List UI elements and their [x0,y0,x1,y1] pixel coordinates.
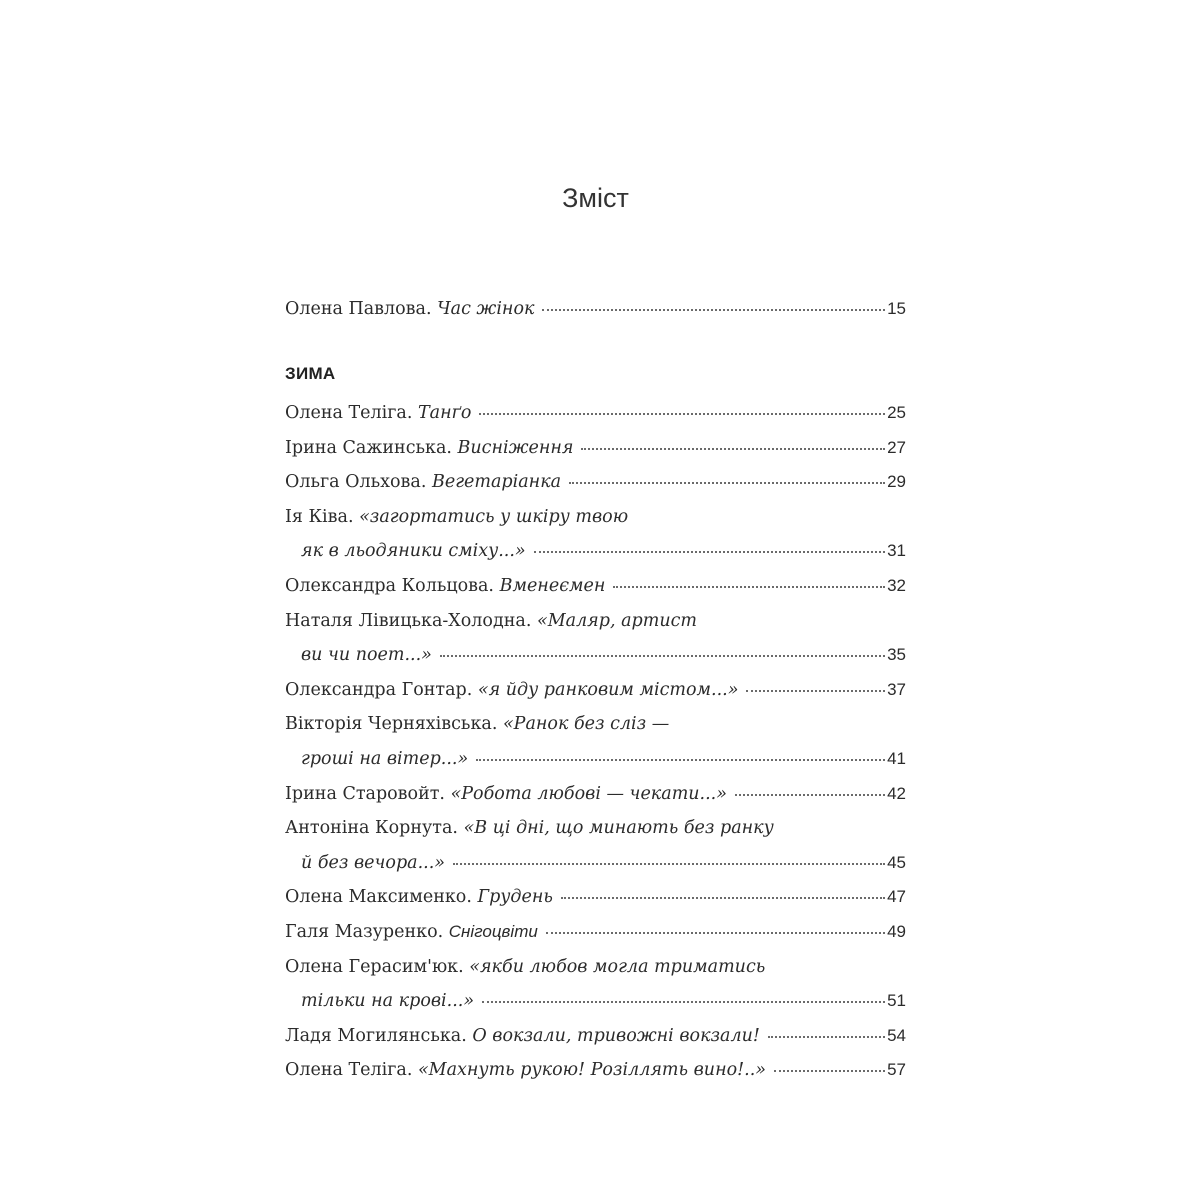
toc-work-title: «я йду ранковим містом...» [477,679,739,700]
section-heading: ЗИМА [285,364,336,383]
toc-author: Наталя Лівицька-Холодна. [285,610,532,631]
toc-author: Галя Мазуренко. [285,922,444,942]
dot-leader [746,690,885,692]
toc-entry-line [285,950,906,984]
dot-leader [613,586,885,588]
dot-leader [542,309,885,311]
toc-entry-continuation [285,846,906,880]
toc-work-title-continued: гроші на вітер...» [301,749,469,769]
toc-entry [285,777,906,811]
toc-work-title: Грудень [477,887,553,908]
toc-page-number: 29 [887,472,906,492]
toc-page-number: 49 [887,922,906,941]
toc-entry [285,673,906,707]
toc-page-number: 41 [887,749,906,768]
toc-work-title: Вегетаріанка [431,472,562,493]
toc-entry [285,431,906,465]
toc-page-number: 37 [887,679,906,699]
dot-leader [546,932,885,934]
toc-entry-line [285,604,906,638]
toc-work-title-continued: ви чи поет...» [301,645,432,666]
toc-author: Ладя Могилянська. [285,1025,467,1046]
toc-page-number: 32 [887,576,906,595]
toc-author: Олександра Кольцова. [285,576,494,596]
dot-leader [581,448,885,450]
dot-leader [735,794,885,796]
dot-leader [453,863,885,865]
toc-entry [285,1019,906,1053]
toc-work-title: «якби любов могла триматись [469,956,766,977]
toc-page-number: 35 [887,645,906,665]
toc-page-number: 31 [887,541,906,561]
toc-author: Ія Ківа. [285,506,354,527]
toc-entry [285,915,906,949]
toc-page-number: 57 [887,1060,906,1080]
toc-work-title: О вокзали, тривожні вокзали! [472,1025,760,1046]
toc-entry [285,465,906,499]
toc-author: Олена Павлова. [285,299,432,319]
toc-author: Олександра Гонтар. [285,679,473,700]
toc-work-title: «загортатись у шкіру твою [359,506,629,527]
toc-entry [285,569,906,603]
toc-work-title-continued: тільки на крові...» [301,991,475,1012]
toc-work-title: «Маляр, артист [536,610,697,631]
dot-leader [440,655,885,657]
toc-page-number: 47 [887,887,906,907]
toc-entry-line [285,811,906,845]
toc-author: Олена Теліга. [285,1060,413,1081]
dot-leader [476,759,885,761]
toc-author: Олена Максименко. [285,887,472,908]
toc-page-number: 51 [887,991,906,1011]
toc-page-number: 45 [887,852,906,872]
dot-leader [482,1001,885,1003]
toc-author: Олена Теліга. [285,403,413,423]
toc-work-title-continued: як в льодяники сміху...» [301,541,526,562]
toc-work-title: Час жінок [437,299,535,319]
dot-leader [768,1036,885,1038]
page-title: Зміст [562,183,629,213]
toc-work-title: «Махнуть рукою! Розіллять вино!..» [417,1060,766,1081]
table-of-contents-page [285,0,906,1200]
toc-entry-continuation [285,534,906,568]
dot-leader [569,482,885,484]
dot-leader [561,897,885,899]
toc-author: Ольга Ольхова. [285,472,427,493]
toc-work-title: «В ці дні, що минають без ранку [463,818,774,839]
toc-entry-line [285,707,906,741]
toc-page-number: 42 [887,783,906,803]
toc-work-title: Снігоцвіти [448,922,538,941]
toc-work-title: Танґо [417,403,472,423]
toc-entry [285,396,906,430]
toc-work-title: «Робота любові — чекати...» [450,783,727,804]
toc-author: Ірина Старовойт. [285,783,445,804]
dot-leader [774,1070,885,1072]
toc-work-title: Вменеємен [499,576,606,596]
toc-page-number: 54 [887,1025,906,1045]
toc-entry-continuation [285,638,906,672]
toc-work-title: «Ранок без сліз — [502,714,670,735]
toc-author: Олена Герасим'юк. [285,956,464,977]
toc-entry-line [285,500,906,534]
toc-work-title: Виснiження [457,437,574,458]
toc-entry-intro [285,292,906,326]
toc-author: Ірина Сажинська. [285,437,452,458]
dot-leader [534,551,885,553]
toc-page-number: 15 [887,299,906,318]
toc-entry [285,1053,906,1087]
toc-page-number: 27 [887,437,906,457]
toc-entry-continuation [285,984,906,1018]
toc-work-title-continued: й без вечора...» [301,852,445,873]
toc-author: Антоніна Корнута. [285,818,458,839]
toc-entry-continuation [285,742,906,776]
toc-page-number: 25 [887,403,906,422]
toc-author: Вікторія Черняхівська. [285,714,498,735]
toc-entry [285,880,906,914]
dot-leader [479,413,885,415]
